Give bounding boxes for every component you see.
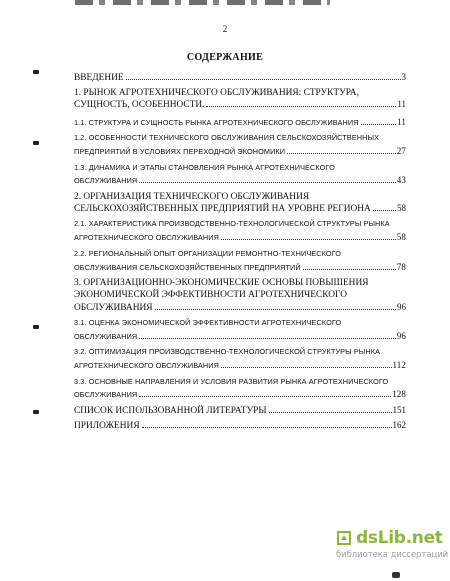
toc-entry-title: ПРЕДПРИЯТИЙ В УСЛОВИЯХ ПЕРЕХОДНОЙ ЭКОНОМИКИ bbox=[74, 147, 286, 157]
toc-entry-title: 2.2. РЕГИОНАЛЬНЫЙ ОПЫТ ОРГАНИЗАЦИИ РЕМОНТНО-ТЕХНИЧЕСКОГО bbox=[74, 248, 342, 258]
toc-page-number: 151 bbox=[392, 405, 406, 416]
toc-leader-dots bbox=[303, 269, 396, 270]
toc-entry-line bbox=[74, 260, 406, 275]
toc-entry-line bbox=[74, 346, 406, 358]
toc-entry-title: 1.3. ДИНАМИКА И ЭТАПЫ СТАНОВЛЕНИЯ РЫНКА АГРОТЕХНИЧЕСКОГО bbox=[74, 162, 335, 172]
toc-entry-line bbox=[74, 218, 406, 230]
toc-page-number: 96 bbox=[396, 330, 406, 341]
toc-entry-line bbox=[74, 358, 406, 373]
toc-entry-title: ОБСЛУЖИВАНИЯ СЕЛЬСКОХОЗЯЙСТВЕННЫХ ПРЕДПРИЯТИЙ bbox=[74, 262, 301, 272]
toc-entry-title: СПИСОК ИСПОЛЬЗОВАННОЙ ЛИТЕРАТУРЫ bbox=[74, 406, 267, 417]
toc-entry-line bbox=[74, 144, 406, 159]
toc-heading: СОДЕРЖАНИЕ bbox=[186, 52, 264, 63]
toc-leader-dots bbox=[361, 124, 397, 125]
toc-entry-title: ЭКОНОМИЧЕСКОЙ ЭФФЕКТИВНОСТИ АГРОТЕХНИЧЕСКОГО bbox=[74, 290, 348, 301]
toc-entry-line bbox=[74, 203, 406, 215]
toc-page-number: 11 bbox=[397, 99, 406, 110]
toc-entry-title: ОБСЛУЖИВАНИЯ bbox=[74, 331, 138, 341]
toc-entry-title: ОБСЛУЖИВАНИЯ bbox=[74, 390, 138, 400]
toc-page-number: 128 bbox=[392, 389, 406, 400]
toc-entry-title: СУЩНОСТЬ, ОСОБЕННОСТИ. bbox=[74, 100, 205, 111]
toc-entry-line bbox=[74, 72, 406, 84]
toc-entry-line bbox=[74, 230, 406, 245]
toc-page-number: 112 bbox=[392, 360, 406, 371]
toc-entry-title: 1.1. СТРУКТУРА И СУЩНОСТЬ РЫНКА АГРОТЕХНИЧЕСКОГО ОБСЛУЖИВАНИЯ bbox=[74, 117, 359, 127]
toc-entry[interactable] bbox=[74, 115, 406, 130]
toc-entry-title: ОБСЛУЖИВАНИЯ bbox=[74, 176, 138, 186]
toc-entry-line bbox=[74, 162, 406, 174]
toc-entry-line bbox=[74, 405, 406, 417]
toc-leader-dots bbox=[142, 427, 392, 428]
toc-entry[interactable] bbox=[74, 405, 406, 417]
toc-page-number: 11 bbox=[397, 116, 406, 127]
toc-entry-line bbox=[74, 387, 406, 402]
toc-entry-line bbox=[74, 420, 406, 432]
toc-page-number: 3 bbox=[401, 72, 406, 82]
dslib-logo-icon bbox=[336, 530, 352, 546]
toc-entry-title: 3. ОРГАНИЗАЦИОННО-ЭКОНОМИЧЕСКИЕ ОСНОВЫ ПОВЫШЕНИЯ bbox=[74, 278, 369, 289]
toc-entry-line bbox=[74, 87, 406, 99]
toc-page-number: 78 bbox=[396, 261, 406, 272]
toc-leader-dots bbox=[269, 412, 392, 413]
toc-entry-title: АГРОТЕХНИЧЕСКОГО ОБСЛУЖИВАНИЯ bbox=[74, 233, 219, 243]
watermark-subtitle: библиотека диссертаций bbox=[336, 549, 449, 559]
toc-leader-dots bbox=[139, 182, 396, 183]
toc-entry[interactable] bbox=[74, 346, 406, 372]
toc-entry-title: 3.3. ОСНОВНЫЕ НАПРАВЛЕНИЯ И УСЛОВИЯ РАЗВИТИЯ РЫНКА АГРОТЕХНИЧЕСКОГО bbox=[74, 376, 389, 386]
toc-entry[interactable] bbox=[74, 248, 406, 274]
scan-artifact-top bbox=[75, 0, 330, 5]
toc-leader-dots bbox=[221, 239, 396, 240]
toc-entry-line bbox=[74, 317, 406, 329]
scan-mark bbox=[33, 141, 39, 145]
toc-entry-line bbox=[74, 302, 406, 314]
toc-entry-title: 1.2. ОСОБЕННОСТИ ТЕХНИЧЕСКОГО ОБСЛУЖИВАНИЯ СЕЛЬСКОХОЗЯЙСТВЕННЫХ bbox=[74, 133, 380, 143]
toc-leader-dots bbox=[206, 106, 396, 107]
toc-leader-dots bbox=[139, 396, 391, 397]
scan-mark bbox=[392, 572, 400, 578]
toc-leader-dots bbox=[126, 79, 401, 80]
toc-entry-line bbox=[74, 376, 406, 388]
toc-entry-line bbox=[74, 115, 406, 130]
toc-entry-title: 3.2. ОПТИМИЗАЦИЯ ПРОИЗВОДСТВЕННО-ТЕХНОЛОГИЧЕСКОЙ СТРУКТУРЫ РЫНКА bbox=[74, 347, 381, 357]
watermark[interactable] bbox=[336, 528, 449, 559]
toc-page-number: 43 bbox=[396, 175, 406, 186]
toc-entry[interactable] bbox=[74, 191, 406, 215]
watermark-brand: dsLib.net bbox=[356, 528, 443, 548]
toc-entry-line bbox=[74, 329, 406, 344]
toc-entry-title: ПРИЛОЖЕНИЯ bbox=[74, 421, 140, 432]
toc-leader-dots bbox=[221, 367, 392, 368]
toc-page-number: 58 bbox=[397, 203, 406, 214]
toc-page-number: 27 bbox=[396, 146, 406, 157]
scan-mark bbox=[33, 325, 39, 329]
toc-entry-title: 2.1. ХАРАКТЕРИСТИКА ПРОИЗВОДСТВЕННО-ТЕХНОЛОГИЧЕСКОЙ СТРУКТУРЫ РЫНКА bbox=[74, 219, 390, 229]
scan-mark bbox=[33, 70, 39, 74]
toc-leader-dots bbox=[155, 309, 396, 310]
toc-entry[interactable] bbox=[74, 218, 406, 244]
toc-entry[interactable] bbox=[74, 317, 406, 343]
toc-entry[interactable] bbox=[74, 376, 406, 402]
toc-entry-line bbox=[74, 99, 406, 111]
toc-entry[interactable] bbox=[74, 277, 406, 314]
toc-entry-line bbox=[74, 191, 406, 203]
toc-leader-dots bbox=[373, 210, 396, 211]
toc-page-number: 96 bbox=[397, 301, 406, 312]
toc-entry-title: 2. ОРГАНИЗАЦИЯ ТЕХНИЧЕСКОГО ОБСЛУЖИВАНИЯ bbox=[74, 192, 310, 203]
table-of-contents bbox=[74, 72, 406, 436]
toc-entry-line bbox=[74, 277, 406, 289]
toc-page-number: 58 bbox=[396, 232, 406, 243]
toc-entry-title: АГРОТЕХНИЧЕСКОГО ОБСЛУЖИВАНИЯ bbox=[74, 361, 219, 371]
toc-entry-title: 3.1. ОЦЕНКА ЭКОНОМИЧЕСКОЙ ЭФФЕКТИВНОСТИ АГРОТЕХНИЧЕСКОГО bbox=[74, 317, 342, 327]
toc-entry[interactable] bbox=[74, 162, 406, 188]
toc-leader-dots bbox=[139, 338, 396, 339]
toc-entry[interactable] bbox=[74, 420, 406, 432]
toc-entry-line bbox=[74, 289, 406, 301]
toc-entry-title: СЕЛЬСКОХОЗЯЙСТВЕННЫХ ПРЕДПРИЯТИЙ НА УРОВНЕ РЕГИОНА bbox=[74, 204, 371, 215]
toc-entry-title: 1. РЫНОК АГРОТЕХНИЧЕСКОГО ОБСЛУЖИВАНИЯ: СТРУКТУРА, bbox=[74, 88, 359, 99]
scan-mark bbox=[33, 410, 39, 414]
toc-leader-dots bbox=[287, 153, 396, 154]
toc-entry[interactable] bbox=[74, 132, 406, 158]
toc-entry-line bbox=[74, 248, 406, 260]
toc-entry-line bbox=[74, 173, 406, 188]
toc-entry[interactable] bbox=[74, 87, 406, 111]
toc-entry[interactable] bbox=[74, 72, 406, 84]
toc-entry-line bbox=[74, 132, 406, 144]
toc-entry-title: ВВЕДЕНИЕ bbox=[74, 73, 124, 83]
page-number: 2 bbox=[222, 24, 228, 34]
toc-page-number: 162 bbox=[392, 420, 406, 431]
toc-entry-title: ОБСЛУЖИВАНИЯ bbox=[74, 302, 153, 313]
